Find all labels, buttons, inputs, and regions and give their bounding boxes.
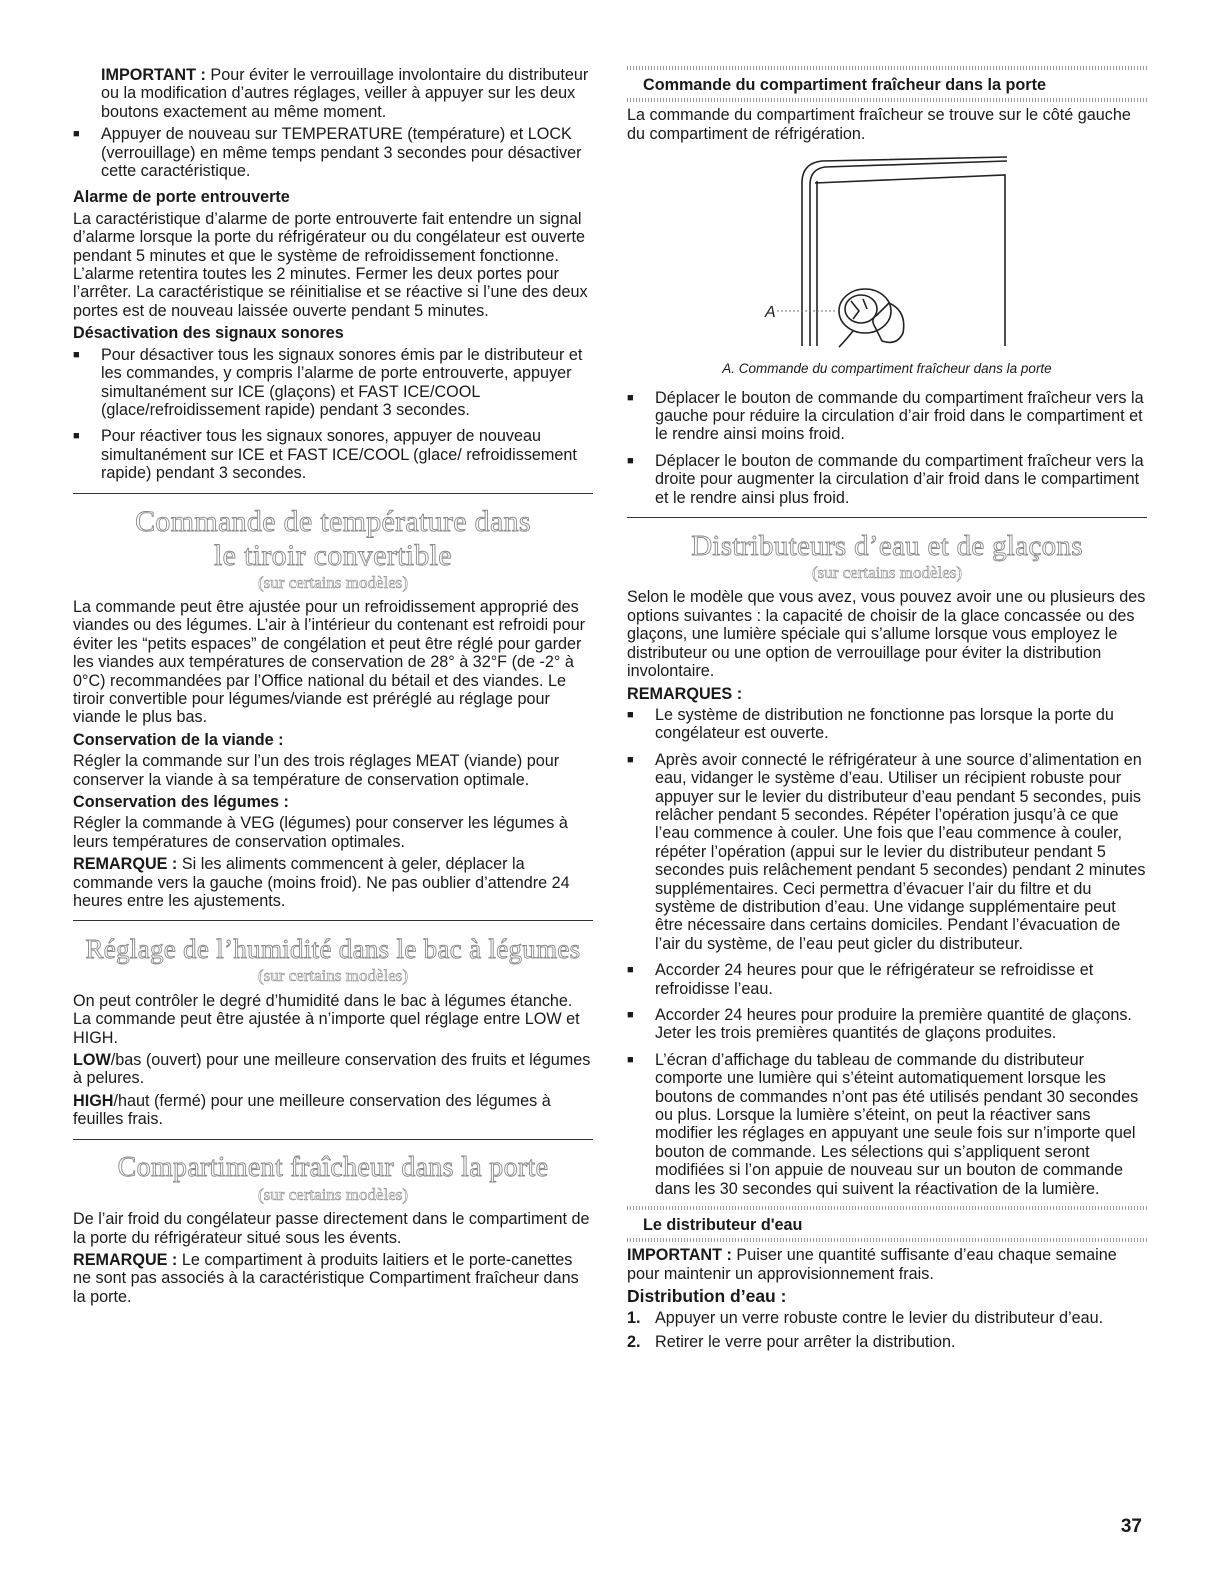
list-item: ■ Accorder 24 heures pour produire la première quantité de glaçons. Jeter les trois premières quantités de glaçons produites. <box>627 1006 1147 1043</box>
dispensers-text: Selon le modèle que vous avez, vous pouvez avoir une ou plusieurs des options suivantes : la capacité de choisir de la glace concassée ou des glaçons, une lumière spéciale qui s’allume lorsque vous employez le distributeur ou une option de verrouillage pour éviter la distribution involontaire. <box>627 588 1146 681</box>
list-item: ■ L’écran d’affichage du tableau de commande du distributeur comporte une lumière qui s’éteint automatiquement lorsque les boutons de commandes n’ont pas été utilisés pendant 30 secondes ou plus. Lorsque la lumière s’éteint, on peut la réactiver sans modifier les réglages en appuyant une seule fois sur n’importe quel bouton de commande. Les sélections qui s’appliquent seront modifiées si l’on appuie de nouveau sur un bouton de commande dans les 30 secondes qui suivent la réactivation de la lumière. <box>627 1051 1147 1198</box>
drawer-text: La commande peut être ajustée pour un refroidissement approprié des viandes ou des légumes. L’air à l’intérieur du contenant est refroidi pour éviter les “petits espaces” de congélation et peut être réglé pour garder les viandes aux températures de conservation de 28° à 32°F (de -2° à 0°C) recommandées par l’Office national du bétail et des viandes. Le tiroir convertible pour légumes/viande est préréglé au réglage pour viande le plus bas. <box>73 597 586 727</box>
high-label: HIGH <box>73 1091 114 1110</box>
section-bar <box>627 66 1147 70</box>
step-number: 1. <box>627 1308 641 1327</box>
control-title: Commande du compartiment fraîcheur dans la porte <box>643 76 1046 94</box>
humidity-heading: Réglage de l’humidité dans le bac à légumes <box>85 934 581 965</box>
low-text: /bas (ouvert) pour une meilleure conservation des fruits et légumes à pelures. <box>73 1051 591 1088</box>
step-item <box>627 1333 1147 1351</box>
humidity-text: On peut contrôler le degré d’humidité dans le bac à légumes étanche. La commande peut être ajustée à n’importe quel réglage entre LOW et HIGH. <box>73 991 580 1047</box>
note-label: REMARQUE : <box>73 855 178 874</box>
fresh-note <box>73 1251 593 1306</box>
lock-list <box>73 125 593 180</box>
note-text: Le compartiment à produits laitiers et le porte-canettes ne sont pas associés à la caractéristique Compartiment fraîcheur dans la porte. <box>73 1250 579 1306</box>
right-column <box>627 66 1147 1358</box>
low-paragraph <box>73 1051 593 1088</box>
list-item: ■ Accorder 24 heures pour que le réfrigérateur se refroidisse et refroidisse l’eau. <box>627 961 1147 998</box>
figure-caption: A. Commande du compartiment fraîcheur dans la porte <box>722 361 1052 377</box>
door-alarm-title: Alarme de porte entrouverte <box>73 188 290 207</box>
door-control-figure <box>627 151 1147 356</box>
step-text: Appuyer un verre robuste contre le levier du distributeur d’eau. <box>655 1308 1104 1327</box>
list-item: ■ Déplacer le bouton de commande du compartiment fraîcheur vers la droite pour augmenter la circulation d’air froid dans le compartiment et le rendre ainsi plus froid. <box>627 452 1147 507</box>
step-number: 2. <box>627 1333 641 1352</box>
control-list <box>627 389 1147 507</box>
water-important <box>627 1246 1147 1283</box>
section-divider <box>73 1139 593 1140</box>
list-item: ■ Pour réactiver tous les signaux sonores, appuyer de nouveau simultanément sur ICE et FAST ICE/COOL (glace/ refroidissement rapide) pendant 3 secondes. <box>73 427 593 482</box>
section-bar <box>627 1238 1147 1242</box>
high-paragraph <box>73 1092 593 1129</box>
figure-label-a: A <box>765 304 776 322</box>
list-item: ■ Pour désactiver tous les signaux sonores émis par le distributeur et les commandes, y compris l’alarme de porte entrouverte, appuyer simultanément sur ICE (glaçons) et FAST ICE/COOL (glace/refroidissement rapide) pendant 3 secondes. <box>73 346 593 420</box>
section-divider <box>627 517 1147 518</box>
dispensers-heading: Distributeurs d’eau et de glaçons <box>691 530 1083 563</box>
note-label: REMARQUE : <box>73 1250 178 1269</box>
humidity-subheading: (sur certains modèles) <box>257 966 409 986</box>
meat-title: Conservation de la viande : <box>73 730 284 749</box>
control-text: La commande du compartiment fraîcheur se trouve sur le côté gauche du compartiment de réfrigération. <box>627 106 1131 143</box>
section-bar <box>627 98 1147 102</box>
list-item: ■ Déplacer le bouton de commande du compartiment fraîcheur vers la gauche pour réduire la circulation d’air froid dans le compartiment et le rendre ainsi moins froid. <box>627 389 1147 444</box>
door-alarm-text: La caractéristique d’alarme de porte entrouverte fait entendre un signal d’alarme lorsque la porte du réfrigérateur ou du congélateur est ouverte pendant 5 minutes et que le système de refroidissement fonctionne. L’alarme retentira toutes les 2 minutes. Fermer les deux portes pour l’arrêter. La caractéristique se réinitialise et se réactive si l’une des deux portes est de nouveau laissée ouverte pendant 5 minutes. <box>73 209 588 320</box>
page-number: 37 <box>1120 1516 1142 1537</box>
veg-text: Régler la commande à VEG (légumes) pour conserver les légumes à leurs températures de conservation optimales. <box>73 814 568 851</box>
distribution-steps <box>627 1309 1147 1352</box>
list-item: ■ Le système de distribution ne fonctionne pas lorsque la porte du congélateur est ouverte. <box>627 706 1147 743</box>
drawer-subheading: (sur certains modèles) <box>257 572 409 592</box>
fresh-subheading: (sur certains modèles) <box>257 1184 409 1204</box>
door-control-illustration <box>627 151 1147 356</box>
note-text: Si les aliments commencent à geler, déplacer la commande vers la gauche (moins froid). Ne pas oublier d’attendre 24 heures entre les ajustements. <box>73 855 570 911</box>
dispensers-list <box>627 706 1147 1198</box>
meat-text: Régler la commande sur l’un des trois réglages MEAT (viande) pour conserver la viande à sa température de conservation optimale. <box>73 752 560 789</box>
important-label: IMPORTANT : <box>101 66 206 84</box>
important-label: IMPORTANT : <box>627 1246 732 1265</box>
water-title: Le distributeur d'eau <box>643 1216 803 1235</box>
section-divider <box>73 493 593 494</box>
important-text: Puiser une quantité suffisante d’eau chaque semaine pour maintenir un approvisionnement frais. <box>627 1246 1117 1283</box>
drawer-note <box>73 855 593 910</box>
list-item: ■ Après avoir connecté le réfrigérateur à une source d’alimentation en eau, vidanger le système d’eau. Utiliser un récipient robuste pour appuyer sur le levier du distributeur d’eau pendant 5 secondes, puis relâcher pendant 5 secondes. Répéter l’opération jusqu’à ce que l’eau commence à couler. Une fois que l’eau commence à couler, répéter l’opération (appui sur le levier du distributeur pendant 5 secondes puis relâchement pendant 5 secondes) pendant 2 minutes supplémentaires. Ceci permettra d’évacuer l’air du filtre et du système de distribution d’eau. Une vidange supplémentaire peut être nécessaire dans certains domiciles. Pendant l’évacuation de l’air du système, de l’eau peut gicler du distributeur. <box>627 751 1147 953</box>
sounds-title: Désactivation des signaux sonores <box>73 324 344 343</box>
fresh-heading: Compartiment fraîcheur dans la porte <box>117 1151 549 1183</box>
important-text: Pour éviter le verrouillage involontaire du distributeur ou la modification d’autres réglages, veiller à appuyer sur les deux boutons exactement au même moment. <box>101 66 589 121</box>
drawer-heading-line2: le tiroir convertible <box>214 538 452 572</box>
section-bar <box>627 1206 1147 1210</box>
veg-title: Conservation des légumes : <box>73 793 289 811</box>
sounds-list <box>73 346 593 483</box>
fresh-text: De l’air froid du congélateur passe directement dans le compartiment de la porte du réfrigérateur situé sous les évents. <box>73 1210 590 1247</box>
important-paragraph <box>73 66 593 121</box>
lock-bullet: ■ Appuyer de nouveau sur TEMPERATURE (température) et LOCK (verrouillage) en même temps pendant 3 secondes pour désactiver cette caractéristique. <box>73 125 593 180</box>
step-item <box>627 1309 1147 1327</box>
left-column <box>73 66 593 1310</box>
dispensers-subheading: (sur certains modèles) <box>811 563 963 583</box>
high-text: /haut (fermé) pour une meilleure conservation des légumes à feuilles frais. <box>73 1091 551 1129</box>
notes-title: REMARQUES : <box>627 684 743 703</box>
drawer-heading-line1: Commande de température dans <box>135 504 531 538</box>
low-label: LOW <box>73 1051 111 1070</box>
section-divider <box>73 920 593 921</box>
distribution-title: Distribution d’eau : <box>627 1286 787 1307</box>
step-text: Retirer le verre pour arrêter la distribution. <box>655 1333 956 1352</box>
